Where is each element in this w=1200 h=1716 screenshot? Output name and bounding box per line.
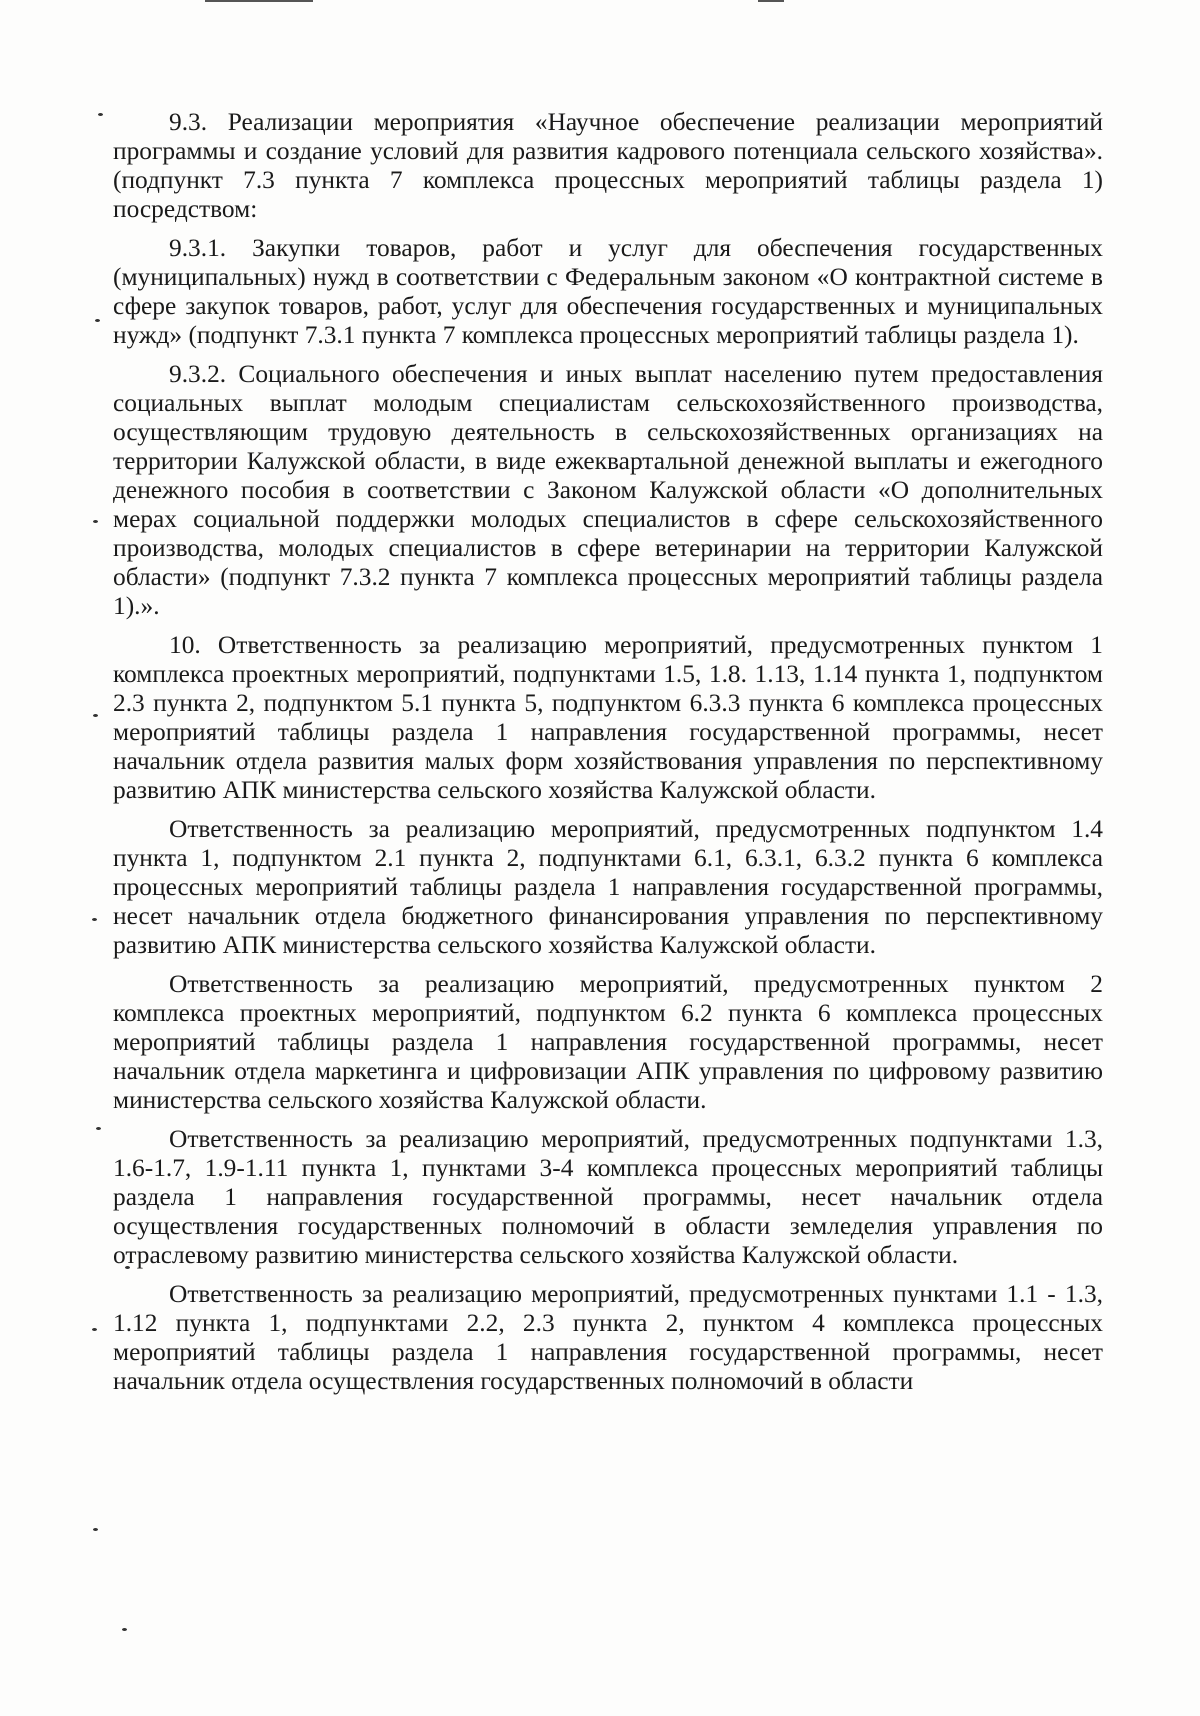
scan-mark xyxy=(122,1628,127,1631)
scan-mark xyxy=(92,1328,97,1331)
paragraph-responsibility-agriculture: Ответственность за реализацию мероприятий, предусмотренных подпунктами 1.3, 1.6-1.7, 1.9-1.11 пункта 1, пунктами 3-4 комплекса процессных мероприятий таблицы раздела 1 направления государственной программы, несет начальник отдела осуществления государственных полномочий в области земледелия управления по отраслевому развитию министерства сельского хозяйства Калужской области. xyxy=(113,1125,1103,1269)
scan-mark xyxy=(93,714,98,717)
paragraph-9-3-1: 9.3.1. Закупки товаров, работ и услуг для обеспечения государственных (муниципальных) нужд в соответствии с Федеральным законом «О контрактной системе в сфере закупок товаров, работ, услуг для обеспечения государственных и муниципальных нужд» (подпункт 7.3.1 пункта 7 комплекса процессных мероприятий таблицы раздела 1). xyxy=(113,234,1103,349)
scan-mark xyxy=(93,1528,98,1531)
paragraph-responsibility-budget: Ответственность за реализацию мероприятий, предусмотренных подпунктом 1.4 пункта 1, подпунктом 2.1 пункта 2, подпунктами 6.1, 6.3.1, 6.3.2 пункта 6 комплекса процессных мероприятий таблицы раздела 1 направления государственной программы, несет начальник отдела бюджетного финансирования управления по перспективному развитию АПК министерства сельского хозяйства Калужской области. xyxy=(113,815,1103,959)
paragraph-9-3-2: 9.3.2. Социального обеспечения и иных выплат населению путем предоставления социальных выплат молодым специалистам сельскохозяйственного производства, осуществляющим трудовую деятельность в сельскохозяйственных организациях на территории Калужской области, в виде ежеквартальной денежной выплаты и ежегодного денежного пособия в соответствии с Законом Калужской области «О дополнительных мерах социальной поддержки молодых специалистов в сфере сельскохозяйственного производства, молодых специалистов в сфере ветеринарии на территории Калужской области» (подпункт 7.3.2 пункта 7 комплекса процессных мероприятий таблицы раздела 1).». xyxy=(113,360,1103,620)
scan-mark xyxy=(98,113,103,116)
paragraph-9-3: 9.3. Реализации мероприятия «Научное обеспечение реализации мероприятий программы и создание условий для развития кадрового потенциала сельского хозяйства». (подпункт 7.3 пункта 7 комплекса процессных мероприятий таблицы раздела 1) посредством: xyxy=(113,108,1103,223)
scan-mark xyxy=(93,520,98,523)
scan-top-rule xyxy=(758,0,784,2)
scan-mark xyxy=(96,1127,101,1130)
paragraph-responsibility-state-powers: Ответственность за реализацию мероприятий, предусмотренных пунктами 1.1 - 1.3, 1.12 пункта 1, подпунктами 2.2, 2.3 пункта 2, пунктом 4 комплекса процессных мероприятий таблицы раздела 1 направления государственной программы, несет начальник отдела осуществления государственных полномочий в области xyxy=(113,1280,1103,1395)
scan-mark xyxy=(95,319,100,322)
paragraph-responsibility-digital: Ответственность за реализацию мероприятий, предусмотренных пунктом 2 комплекса проектных мероприятий, подпунктом 6.2 пункта 6 комплекса процессных мероприятий таблицы раздела 1 направления государственной программы, несет начальник отдела маркетинга и цифровизации АПК управления по цифровому развитию министерства сельского хозяйства Калужской области. xyxy=(113,970,1103,1114)
scan-top-rule xyxy=(205,0,313,2)
paragraph-10: 10. Ответственность за реализацию мероприятий, предусмотренных пунктом 1 комплекса проектных мероприятий, подпунктами 1.5, 1.8. 1.13, 1.14 пункта 1, подпунктом 2.3 пункта 2, подпунктом 5.1 пункта 5, подпунктом 6.3.3 пункта 6 комплекса процессных мероприятий таблицы раздела 1 направления государственной программы, несет начальник отдела развития малых форм хозяйствования управления по перспективному развитию АПК министерства сельского хозяйства Калужской области. xyxy=(113,631,1103,804)
document-body xyxy=(113,108,1103,1406)
scan-mark xyxy=(92,918,97,921)
